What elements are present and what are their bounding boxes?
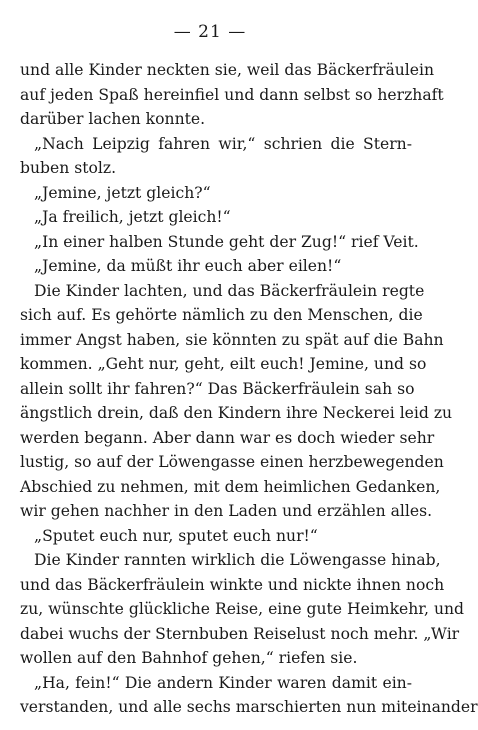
text-line: verstanden, und alle sechs marschierten nun miteinander [20, 698, 478, 716]
text-line: „Ha, fein!“ Die andern Kinder waren damit ein- [34, 673, 412, 692]
text-line: lustig, so auf der Löwengasse einen herzbewegenden [20, 453, 444, 471]
text-line: zu, wünschte glückliche Reise, eine gute Heimkehr, und [20, 600, 465, 618]
text-line: „Ja freilich, jetzt gleich!“ [34, 208, 231, 226]
text-line: „Sputet euch nur, sputet euch nur!“ [34, 526, 318, 545]
text-line: und das Bäckerfräulein winkte und nickte ihnen noch [20, 575, 445, 594]
text-line: „Jemine, jetzt gleich?“ [34, 183, 211, 202]
text-line: ängstlich drein, daß den Kindern ihre Neckerei leid zu [20, 404, 453, 422]
text-line: wir gehen nachher in den Laden und erzählen alles. [20, 502, 433, 520]
text-line: „Nach Leipzig fahren wir,“ schrien die Stern- [34, 134, 412, 153]
text-line: werden begann. Aber dann war es doch wieder sehr [20, 428, 435, 447]
text-line: Die Kinder rannten wirklich die Löwengasse hinab, [34, 551, 441, 569]
text-line: darüber lachen konnte. [20, 110, 206, 128]
text-line: sich auf. Es gehörte nämlich zu den Menschen, die [20, 306, 423, 324]
text-line: auf jeden Spaß hereinfiel und dann selbst so herzhaft [20, 85, 444, 104]
text-line: Abschied zu nehmen, mit dem heimlichen Gedanken, [20, 477, 441, 496]
text-line: Die Kinder lachten, und das Bäckerfräulein regte [34, 281, 425, 300]
page-number: — 21 — [173, 22, 247, 42]
text-line: dabei wuchs der Sternbuben Reiselust noch mehr. „Wir [20, 624, 460, 643]
text-line: und alle Kinder neckten sie, weil das Bäckerfräulein [20, 61, 435, 79]
text-line: kommen. „Geht nur, geht, eilt euch! Jemine, und so [20, 355, 427, 373]
text-line: „Jemine, da müßt ihr euch aber eilen!“ [34, 257, 342, 275]
text-line: allein sollt ihr fahren?“ Das Bäckerfräulein sah so [20, 379, 415, 398]
body-text [20, 58, 478, 720]
text-line: „In einer halben Stunde geht der Zug!“ rief Veit. [34, 232, 419, 251]
text-line: immer Angst haben, sie könnten zu spät auf die Bahn [20, 330, 444, 349]
text-line: buben stolz. [20, 159, 117, 177]
text-line: wollen auf den Bahnhof gehen,“ riefen sie. [20, 649, 358, 667]
